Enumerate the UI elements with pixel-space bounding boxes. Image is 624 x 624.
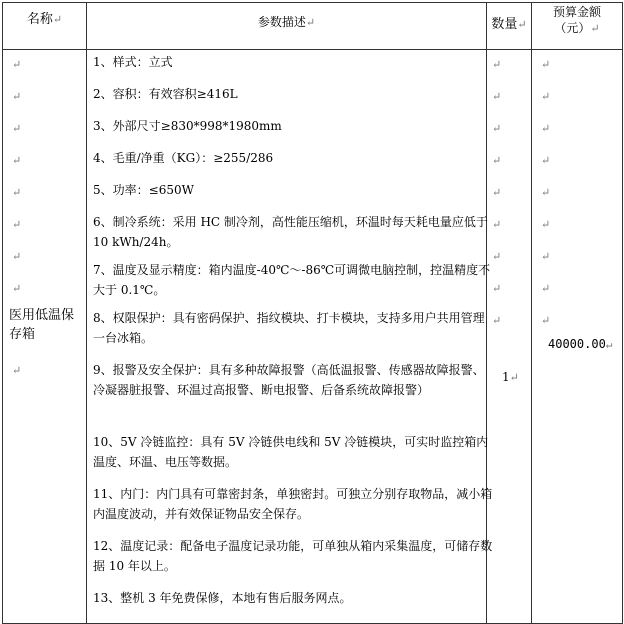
spec-table xyxy=(2,2,623,624)
paragraph-mark: ↵ xyxy=(52,13,63,26)
paragraph-mark: ↵ xyxy=(541,250,551,263)
paragraph-mark: ↵ xyxy=(492,186,502,199)
paragraph-mark: ↵ xyxy=(305,16,316,29)
header-budget-line1: 预算金额 xyxy=(552,5,601,19)
paragraph-mark: ↵ xyxy=(492,154,502,167)
quantity-cell xyxy=(487,50,532,624)
paragraph-mark: ↵ xyxy=(12,90,22,103)
name-cell xyxy=(3,50,87,624)
budget-amount xyxy=(548,337,612,351)
paragraph-mark: ↵ xyxy=(541,282,551,295)
spec-item: 11、内门：内门具有可靠密封条，单独密封。可独立分别存取物品，减小箱内温度波动，并有效保证物品安全保存。 xyxy=(93,487,493,521)
paragraph-mark: ↵ xyxy=(12,154,22,167)
spec-item: 3、外部尺寸≥830*998*1980mm xyxy=(93,119,282,133)
header-name xyxy=(3,3,87,50)
paragraph-mark: ↵ xyxy=(541,90,551,103)
header-quantity xyxy=(487,3,532,50)
spec-item: 5、功率：≤650W xyxy=(93,183,194,197)
paragraph-mark: ↵ xyxy=(492,122,502,135)
header-row xyxy=(3,3,623,50)
spec-item: 12、温度记录：配备电子温度记录功能，可单独从箱内采集温度，可储存数据 10 年以上。 xyxy=(93,539,493,573)
paragraph-mark: ↵ xyxy=(541,122,551,135)
paragraph-mark: ↵ xyxy=(541,58,551,71)
paragraph-mark: ↵ xyxy=(541,314,551,327)
product-row xyxy=(3,50,623,624)
product-name: 医用低温保存箱 xyxy=(9,308,75,342)
spec-item: 2、容积：有效容积≥416L xyxy=(93,87,238,101)
paragraph-mark: ↵ xyxy=(12,364,22,377)
paragraph-mark: ↵ xyxy=(492,250,502,263)
paragraph-mark: ↵ xyxy=(12,122,22,135)
header-budget xyxy=(532,3,623,50)
header-description xyxy=(87,3,487,50)
paragraph-mark: ↵ xyxy=(492,282,502,295)
spec-item: 8、权限保护：具有密码保护、指纹模块、打卡模块，支持多用户共用管理一台冰箱。 xyxy=(93,311,485,345)
spec-item: 4、毛重/净重（KG）：≥255/286 xyxy=(93,151,274,165)
spec-item: 7、温度及显示精度：箱内温度-40℃～-86℃可调微电脑控制，控温精度不大于 0.1℃。 xyxy=(93,263,491,297)
paragraph-mark: ↵ xyxy=(12,186,22,199)
paragraph-mark: ↵ xyxy=(541,154,551,167)
budget-cell xyxy=(532,50,623,624)
paragraph-mark: ↵ xyxy=(517,18,527,31)
budget-amount-text: 40000.00 xyxy=(548,337,606,351)
spec-item: 13、整机 3 年免费保修，本地有售后服务网点。 xyxy=(93,591,352,605)
spec-item: 6、制冷系统：采用 HC 制冷剂，高性能压缩机，环温时每天耗电量应低于 10 kWh/24h。 xyxy=(93,215,488,249)
paragraph-mark: ↵ xyxy=(12,282,22,295)
paragraph-mark: ↵ xyxy=(12,250,22,263)
quantity-value xyxy=(502,370,519,384)
spec-item: 1、样式：立式 xyxy=(93,55,173,69)
paragraph-mark: ↵ xyxy=(12,218,22,231)
spec-item: 9、报警及安全保护：具有多种故障报警（高低温报警、传感器故障报警、冷凝器脏报警、环温过高报警、断电报警、后备系统故障报警） xyxy=(93,363,485,397)
paragraph-mark: ↵ xyxy=(541,186,551,199)
paragraph-mark: ↵ xyxy=(492,218,502,231)
paragraph-mark: ↵ xyxy=(492,314,502,327)
quantity-text: 1 xyxy=(502,370,510,384)
paragraph-mark: ↵ xyxy=(541,218,551,231)
paragraph-mark: ↵ xyxy=(509,371,519,384)
paragraph-mark: ↵ xyxy=(590,22,600,35)
header-name-text: 名称 xyxy=(26,12,53,27)
paragraph-mark: ↵ xyxy=(492,90,502,103)
header-description-text: 参数描述 xyxy=(257,15,306,29)
paragraph-mark: ↵ xyxy=(605,338,613,351)
header-quantity-text: 数量 xyxy=(491,17,518,32)
description-cell xyxy=(87,50,493,624)
paragraph-mark: ↵ xyxy=(12,58,22,71)
paragraph-mark: ↵ xyxy=(492,58,502,71)
header-budget-line2: （元） xyxy=(554,21,591,35)
spec-item: 10、5V 冷链监控：具有 5V 冷链供电线和 5V 冷链模块，可实时监控箱内温度、环温、电压等数据。 xyxy=(93,435,489,469)
